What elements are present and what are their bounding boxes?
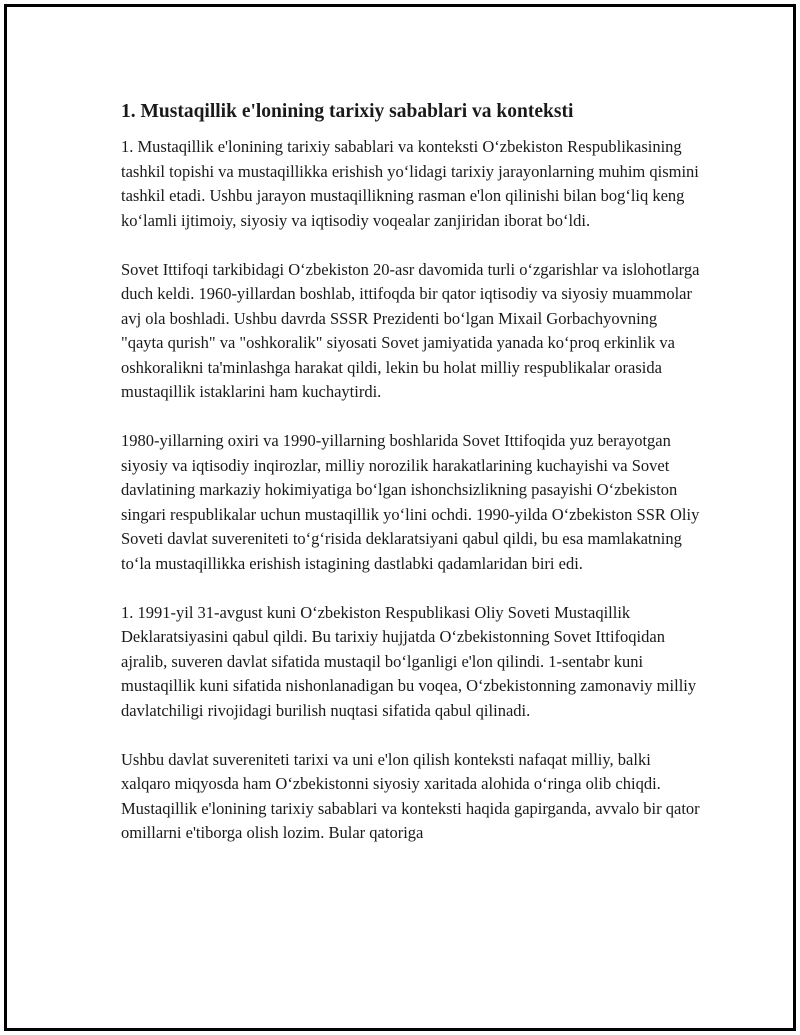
paragraph-4: 1. 1991-yil 31-avgust kuni O‘zbekiston Respublikasi Oliy Soveti Mustaqillik Deklaratsiyasini qabul qildi. Bu tarixiy hujjatda O‘zbekistonning Sovet Ittifoqidan ajralib, suveren davlat sifatida mustaqil bo‘lganligi e'lon qilindi. 1-sentabr kuni mustaqillik kuni sifatida nishonlanadigan bu voqea, O‘zbekistonning zamonaviy milliy davlatchiligi rivojidagi burilish nuqtasi sifatida qabul qilinadi. [121, 602, 697, 720]
document-body [121, 98, 701, 870]
paragraph-2: Sovet Ittifoqi tarkibidagi O‘zbekiston 20-asr davomida turli o‘zgarishlar va islohotlarga duch keldi. 1960-yillardan boshlab, ittifoqda bir qator iqtisodiy va siyosiy muammolar avj ola boshladi. Ushbu davrda SSSR Prezidenti bo‘lgan Mixail Gorbachyovning "qayta qurish" va "oshkoralik" siyosati Sovet jamiyatida yanada ko‘proq erkinlik va oshkoralikni ta'minlashga harakat qildi, lekin bu holat milliy respublikalar orasida mustaqillik istaklarini ham kuchaytirdi. [121, 259, 700, 401]
paragraph-5: Ushbu davlat suvereniteti tarixi va uni e'lon qilish konteksti nafaqat milliy, balki xalqaro miqyosda ham O‘zbekistonni siyosiy xaritada alohida o‘ringa olib chiqdi. Mustaqillik e'lonining tarixiy sabablari va konteksti haqida gapirganda, avvalo bir qator omillarni e'tiborga olish lozim. Bular qatoriga [121, 749, 700, 842]
section-heading: 1. Mustaqillik e'lonining tarixiy sabablari va konteksti [121, 101, 574, 122]
paragraph-1: 1. Mustaqillik e'lonining tarixiy sabablari va konteksti O‘zbekiston Respublikasining tashkil topishi va mustaqillikka erishish yo‘lidagi tarixiy jarayonlarning muhim qismini tashkil etadi. Ushbu jarayon mustaqillikning rasman e'lon qilinishi bilan bog‘liq keng ko‘lamli ijtimoiy, siyosiy va iqtisodiy voqealar zanjiridan iborat bo‘ldi. [121, 137, 699, 230]
page-frame [4, 4, 796, 1031]
paragraph-3: 1980-yillarning oxiri va 1990-yillarning boshlarida Sovet Ittifoqida yuz berayotgan siyosiy va iqtisodiy inqirozlar, milliy norozilik harakatlarining kuchayishi va Sovet davlatining markaziy hokimiyatiga bo‘lgan ishonchsizlikning pasayishi O‘zbekiston singari respublikalar uchun mustaqillik yo‘lini ochdi. 1990-yilda O‘zbekiston SSR Oliy Soveti davlat suvereniteti to‘g‘risida deklaratsiyani qabul qildi, bu esa mamlakatning to‘la mustaqillikka erishish istagining dastlabki qadamlaridan biri edi. [121, 431, 700, 573]
